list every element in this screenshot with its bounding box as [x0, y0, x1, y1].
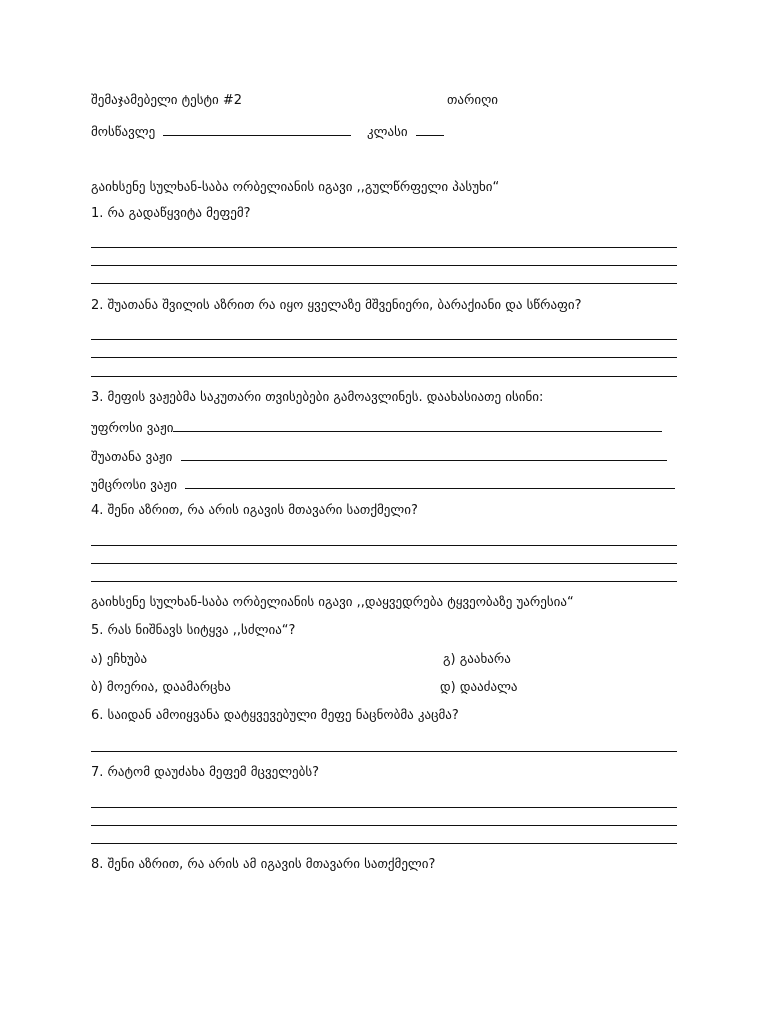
answer-line[interactable]: [91, 825, 677, 826]
section2-intro: გაიხსენე სულხან-საბა ორბელიანის იგავი ,,დაყვედრება ტყვეობაზე უარესია“: [91, 595, 574, 610]
answer-line[interactable]: [91, 807, 677, 808]
youngest-son-label: უმცროსი ვაჟი: [91, 478, 177, 493]
student-label: მოსწავლე: [91, 125, 156, 140]
middle-son-row: [91, 448, 667, 466]
answer-line[interactable]: [91, 357, 677, 358]
question-3: 3. მეფის ვაჟებმა საკუთარი თვისებები გამოავლინეს. დაახასიათე ისინი:: [91, 390, 544, 405]
question-1: 1. რა გადაწყვიტა მეფემ?: [91, 206, 251, 221]
option-g[interactable]: გ) გაახარა: [443, 652, 511, 667]
answer-line[interactable]: [91, 563, 677, 564]
eldest-son-field[interactable]: [173, 419, 662, 432]
student-name-field[interactable]: [163, 123, 351, 136]
section1-intro: გაიხსენე სულხან-საბა ორბელიანის იგავი ,,გულწრფელი პასუხი“: [91, 180, 500, 195]
eldest-son-row: [91, 419, 662, 437]
answer-line[interactable]: [91, 581, 677, 582]
question-8: 8. შენი აზრით, რა არის ამ იგავის მთავარი სათქმელი?: [91, 857, 436, 872]
middle-son-field[interactable]: [181, 448, 667, 461]
class-row: [367, 123, 444, 141]
answer-line[interactable]: [91, 843, 677, 844]
question-7: 7. რატომ დაუძახა მეფემ მცველებს?: [91, 765, 320, 780]
answer-line[interactable]: [91, 376, 677, 377]
answer-line[interactable]: [91, 339, 677, 340]
date-label: თარიღი: [447, 93, 499, 108]
answer-line[interactable]: [91, 265, 677, 266]
class-field[interactable]: [416, 123, 444, 136]
answer-line[interactable]: [91, 545, 677, 546]
option-b[interactable]: ბ) მოერია, დაამარცხა: [91, 680, 231, 695]
answer-line[interactable]: [91, 751, 677, 752]
answer-line[interactable]: [91, 283, 677, 284]
question-4: 4. შენი აზრით, რა არის იგავის მთავარი სათქმელი?: [91, 503, 418, 518]
option-a[interactable]: ა) ეჩხუბა: [91, 652, 148, 667]
answer-line[interactable]: [91, 247, 677, 248]
class-label: კლასი: [367, 125, 408, 140]
option-d[interactable]: დ) დააძალა: [440, 680, 518, 695]
youngest-son-row: [91, 476, 675, 494]
question-6: 6. საიდან ამოიყვანა დატყვევებული მეფე ნაცნობმა კაცმა?: [91, 708, 459, 723]
eldest-son-label: უფროსი ვაჟი: [91, 421, 174, 436]
test-title: შემაჯამებელი ტესტი #2: [91, 93, 243, 108]
question-5: 5. რას ნიშნავს სიტყვა ,,სძლია“?: [91, 623, 296, 638]
youngest-son-field[interactable]: [185, 476, 675, 489]
question-2: 2. შუათანა შვილის აზრით რა იყო ყველაზე მშვენიერი, ბარაქიანი და სწრაფი?: [91, 298, 582, 313]
student-name-row: [91, 123, 351, 141]
middle-son-label: შუათანა ვაჟი: [91, 450, 173, 465]
